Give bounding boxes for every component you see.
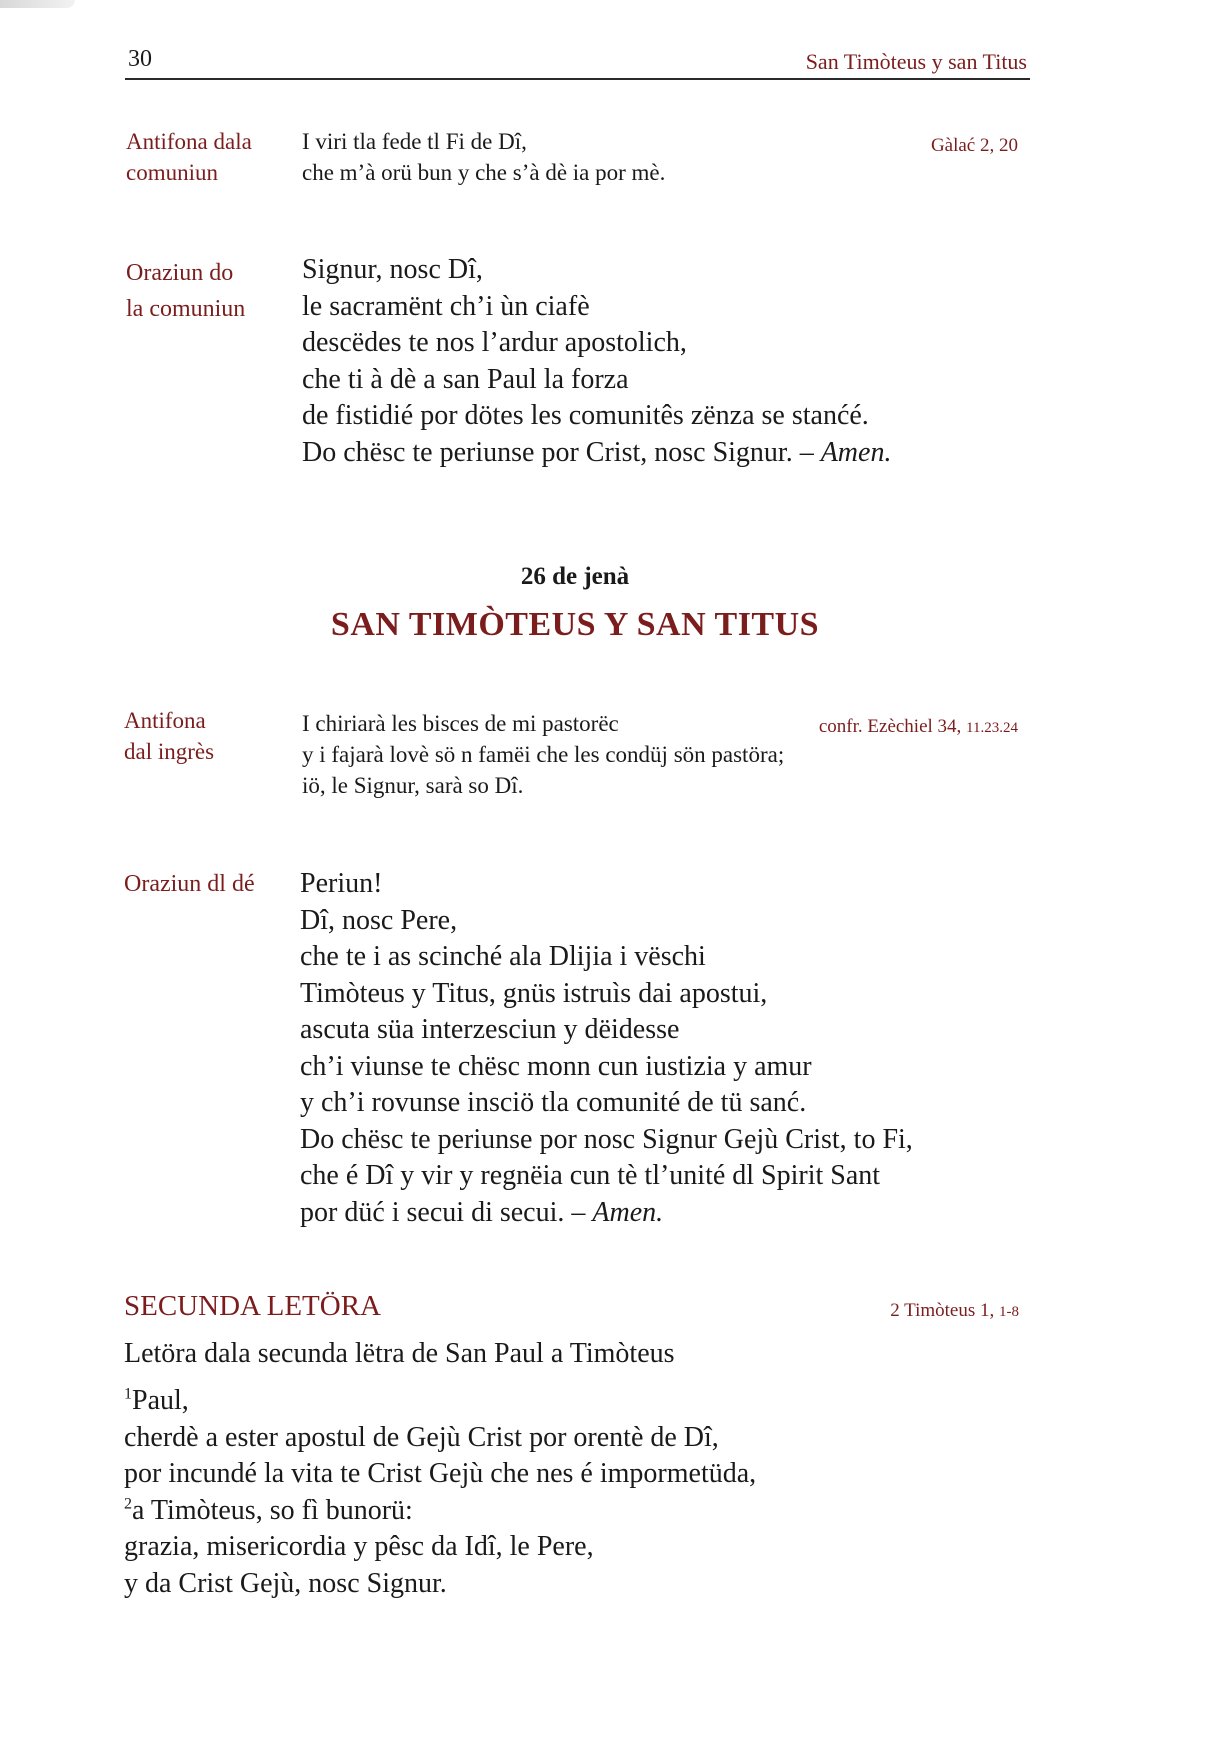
label-line: comuniun [126, 160, 218, 185]
reference-text: confr. Ezèchiel 34, [818, 716, 962, 737]
prayer-line: Timòteus y Titus, gnüs istruìs dai apostui, [300, 977, 768, 1009]
antiphon-line: I viri tla fede tl Fi de Dî, [302, 129, 527, 154]
running-title: San Timòteus y san Titus [805, 49, 1027, 74]
communion-antiphon-reference: Gàlać 2, 20 [930, 135, 1018, 156]
reading-intro: Letöra dala secunda lëtra de San Paul a Timòteus [124, 1338, 675, 1369]
prayer-line-final [302, 435, 891, 472]
collect-label [124, 868, 255, 900]
reference-verses: 1-8 [999, 1304, 1019, 1320]
communion-prayer-text [302, 252, 891, 471]
amen-response: Amen. [592, 1196, 664, 1228]
label-line: Oraziun do [126, 260, 234, 286]
prayer-line-text: por düć i secui di secui. – [300, 1196, 586, 1228]
verse-text: Paul, [132, 1385, 189, 1416]
second-reading-reference [890, 1300, 1019, 1322]
prayer-line: descëdes te nos l’ardur apostolich, [302, 327, 687, 358]
verse-number: 2 [124, 1495, 132, 1513]
prayer-line: che é Dî y vir y regnëia cun tè tl’unité dl Spirit Sant [300, 1160, 881, 1191]
amen-response: Amen. [820, 436, 892, 468]
communion-antiphon-label [126, 126, 252, 188]
prayer-line: Signur, nosc Dî, [302, 254, 483, 285]
prayer-line: ch’i viunse te chësc monn cun iustizia y amur [300, 1050, 812, 1082]
reading-line: cherdè a ester apostul de Gejù Crist por orentè de Dî, [124, 1421, 719, 1453]
page-number: 30 [128, 46, 152, 72]
entrance-antiphon-reference [819, 716, 1018, 738]
verse-number: 1 [124, 1385, 132, 1403]
antiphon-line: y i fajarà lovè sö n famëi che les condüj sön pastöra; [302, 742, 785, 767]
verse-1 [124, 1383, 756, 1420]
label-line: Antifona dala [126, 129, 252, 154]
label-line: dal ingrès [124, 739, 215, 764]
prayer-line: Periun! [300, 868, 383, 899]
entrance-antiphon-label [124, 705, 214, 767]
antiphon-line: I chiriarà les bisces de mi pastorëc [302, 711, 619, 736]
communion-prayer-label [126, 255, 245, 327]
antiphon-line: iö, le Signur, sarà so Dî. [302, 773, 524, 798]
page-corner-mark [0, 0, 75, 8]
antiphon-line: che m’à orü bun y che s’à dè ia por mè. [302, 160, 666, 185]
communion-antiphon-text [302, 126, 665, 188]
prayer-line-final [300, 1195, 913, 1232]
prayer-line: ascuta süa interzesciun y dëidesse [300, 1014, 680, 1045]
feast-date: 26 de jenà [520, 563, 630, 590]
label-line: Antifona [124, 708, 206, 733]
reading-line: y da Crist Gejù, nosc Signur. [124, 1567, 447, 1599]
reading-line: por incundé la vita te Crist Gejù che nes é impormetüda, [124, 1458, 757, 1489]
reading-text [124, 1383, 756, 1602]
entrance-antiphon-text [302, 708, 784, 801]
verse-2 [124, 1493, 756, 1530]
page-header [125, 44, 1030, 80]
label-line: la comuniun [126, 296, 246, 322]
prayer-line: de fistidié por dötes les comunitês zënza se stanćé. [302, 400, 869, 431]
prayer-line: che ti à dè a san Paul la forza [302, 363, 629, 395]
reference-verses: 11.23.24 [966, 720, 1018, 736]
verse-text: a Timòteus, so fì bunorü: [132, 1494, 413, 1526]
feast-title: SAN TIMÒTEUS Y SAN TITUS [330, 606, 820, 643]
prayer-line: Do chësc te periunse por nosc Signur Gejù Crist, to Fi, [300, 1123, 913, 1155]
collect-text [300, 866, 913, 1231]
prayer-line: che te i as scinché ala Dlijia i vëschi [300, 941, 706, 972]
prayer-line: le sacramënt ch’i ùn ciafè [302, 290, 590, 322]
prayer-line: Dî, nosc Pere, [300, 904, 458, 936]
prayer-line-text: Do chësc te periunse por Crist, nosc Signur. – [302, 436, 814, 468]
prayer-line: y ch’i rovunse insciö tla comunité de tü sanć. [300, 1087, 807, 1118]
reading-line: grazia, misericordia y pêsc da Idî, le Pere, [124, 1531, 594, 1562]
second-reading-title: SECUNDA LETÖRA [124, 1290, 381, 1322]
label-line: Oraziun dl dé [124, 871, 255, 897]
reference-text: 2 Timòteus 1, [890, 1300, 995, 1321]
